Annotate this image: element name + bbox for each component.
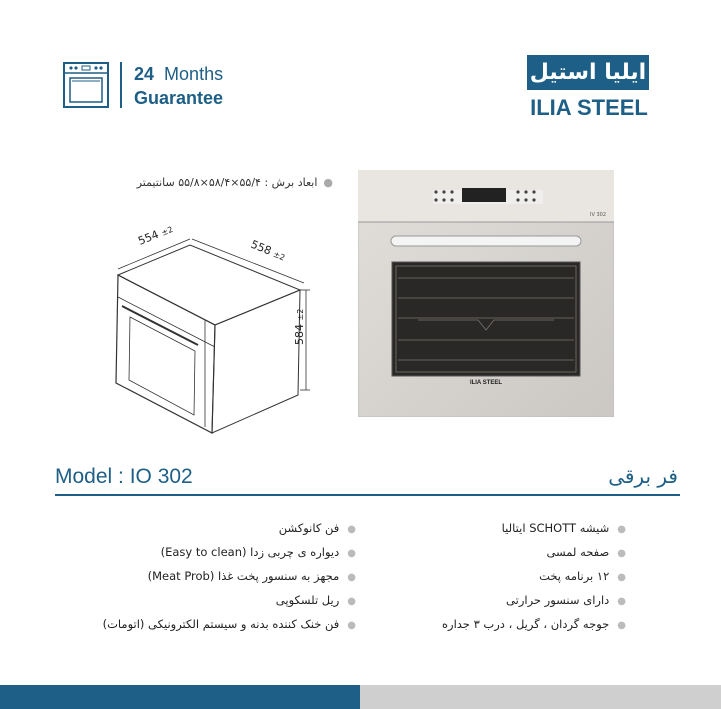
footer-bar-grey xyxy=(360,685,721,709)
width-tolerance: ±2 xyxy=(271,249,287,263)
svg-text:554 ±2 xyxy=(136,222,175,248)
brand-persian-text: ایلیا استیل xyxy=(529,60,647,85)
feature-text: دارای سنسور حرارتی xyxy=(506,593,610,607)
depth-tolerance: ±2 xyxy=(160,224,175,238)
bullet-icon: ● xyxy=(347,524,356,535)
footer-bar-blue xyxy=(0,685,360,709)
feature-text: مجهز به سنسور پخت غذا (Meat Prob) xyxy=(147,569,340,583)
bullet-icon: ● xyxy=(617,548,626,559)
height-tolerance: ±2 xyxy=(296,308,305,321)
oven-outline-icon xyxy=(62,61,110,109)
bullet-icon: ● xyxy=(617,596,626,607)
list-item xyxy=(442,612,626,636)
model-divider xyxy=(55,494,680,496)
feature-text: جوجه گردان ، گریل ، درب ۳ جداره xyxy=(442,617,610,631)
list-item xyxy=(442,588,626,612)
door-brand-label: ILIA STEEL xyxy=(469,380,503,386)
guarantee-word: Guarantee xyxy=(134,88,224,108)
product-type-title: فر برقی xyxy=(608,464,678,488)
bullet-icon: ● xyxy=(617,572,626,583)
width-label: 558 xyxy=(248,237,274,258)
list-item xyxy=(103,564,356,588)
oven-product-photo xyxy=(358,170,614,417)
dimensions-text: ابعاد برش : ۵۵/۴×۵۸/۴×۵۵/۸ سانتیمتر xyxy=(136,176,318,189)
list-item xyxy=(103,516,356,540)
features-right-list xyxy=(442,516,626,636)
bullet-icon: ● xyxy=(323,176,333,189)
list-item xyxy=(442,564,626,588)
brand-logo-persian xyxy=(527,55,649,90)
list-item xyxy=(442,516,626,540)
feature-text: ریل تلسکوپی xyxy=(275,593,340,607)
svg-text:IV 302: IV 302 xyxy=(590,212,607,218)
feature-text: ۱۲ برنامه پخت xyxy=(539,569,610,583)
guarantee-divider xyxy=(120,62,122,108)
oven-dimension-drawing xyxy=(100,205,320,445)
list-item xyxy=(442,540,626,564)
bullet-icon: ● xyxy=(617,620,626,631)
feature-text: دیواره ی چربی زدا (Easy to clean) xyxy=(160,545,340,559)
cutout-dimensions xyxy=(137,176,333,189)
feature-text: صفحه لمسی xyxy=(546,545,610,559)
height-label: 584 xyxy=(293,324,306,345)
bullet-icon: ● xyxy=(617,524,626,535)
model-label: Model : IO 302 xyxy=(55,465,193,488)
brand-logo-latin: ILIA STEEL xyxy=(530,95,648,120)
bullet-icon: ● xyxy=(347,620,356,631)
guarantee-text xyxy=(134,62,223,110)
feature-text: فن کانوکشن xyxy=(278,521,340,535)
svg-text:558 ±2 xyxy=(249,238,288,264)
list-item xyxy=(103,588,356,612)
bullet-icon: ● xyxy=(347,596,356,607)
list-item xyxy=(103,612,356,636)
svg-text:584 ±2 xyxy=(293,309,306,345)
depth-label: 554 xyxy=(136,227,161,248)
feature-text: شیشه SCHOTT ایتالیا xyxy=(501,521,610,535)
bullet-icon: ● xyxy=(347,572,356,583)
guarantee-number: 24 xyxy=(134,64,155,84)
guarantee-months: Months xyxy=(164,64,224,84)
bullet-icon: ● xyxy=(347,548,356,559)
features-left-list xyxy=(103,516,356,636)
list-item xyxy=(103,540,356,564)
feature-text: فن خنک کننده بدنه و سیستم الکترونیکی (اتومات) xyxy=(102,617,340,631)
